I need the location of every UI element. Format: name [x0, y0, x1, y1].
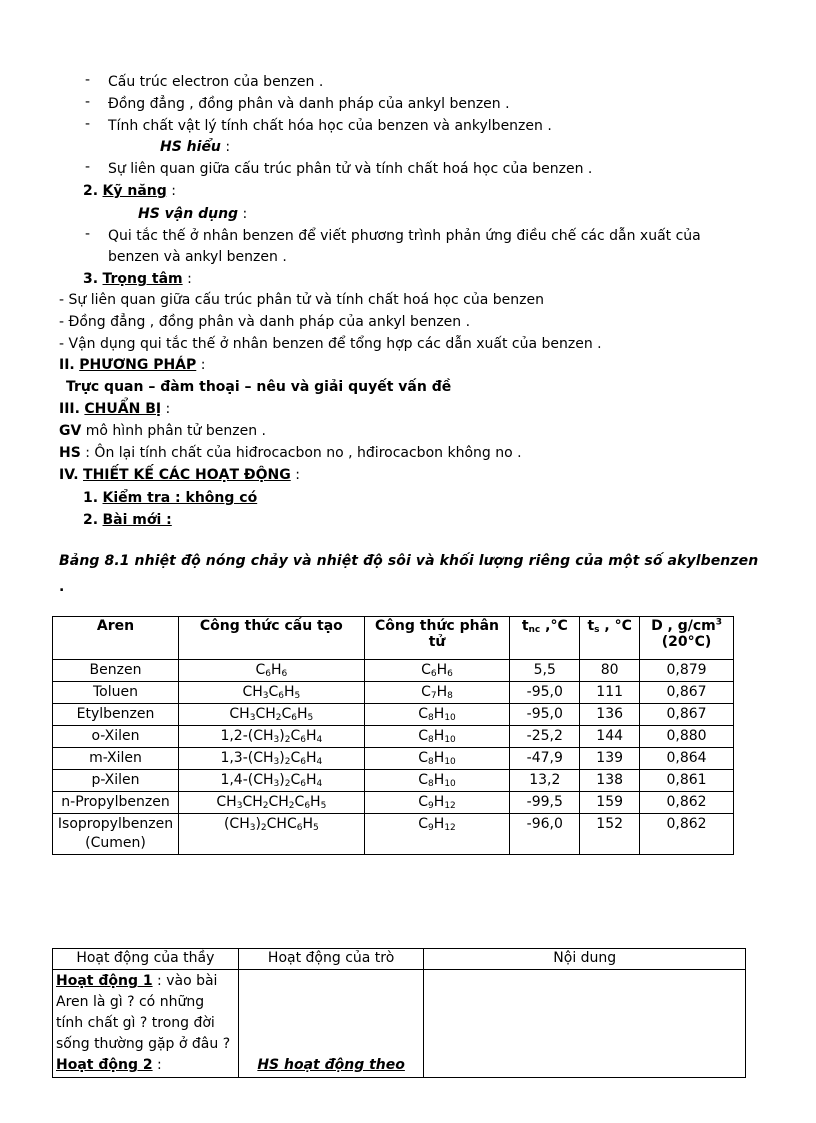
cell-structural-formula: $1,2-(CH_3)_2C_6H_4$: [178, 726, 364, 748]
col-header-aren: Aren: [53, 617, 179, 660]
cell-structural-formula: $1,4-(CH_3)_2C_6H_4$: [178, 770, 364, 792]
col-header-content: Nội dung: [424, 949, 746, 970]
cell-density: 0,862: [640, 792, 734, 814]
cell-boiling-point: 80: [580, 660, 640, 682]
section-2-heading: II. PHƯƠNG PHÁP :: [59, 357, 206, 373]
cell-structural-formula: $C_6H_6$: [178, 660, 364, 682]
cell-melting-point: -47,9: [510, 748, 580, 770]
table-row: [53, 814, 734, 855]
bullet-dash: -: [85, 226, 91, 242]
section-3-title: CHUẨN BỊ: [84, 401, 162, 417]
hd2-colon: :: [152, 1057, 162, 1073]
cell-boiling-point: 138: [580, 770, 640, 792]
hd2-label: Hoạt động 2: [56, 1057, 153, 1073]
table-row: [53, 682, 734, 704]
cell-density: 0,864: [640, 748, 734, 770]
cell-molecular-formula: $C_9H_{12}$: [364, 792, 510, 814]
bai-moi-text: Bài mới :: [102, 512, 172, 528]
van-dung-item-line1: Qui tắc thế ở nhân benzen để viết phương trình phản ứng điều chế các dẫn xuất của: [108, 228, 701, 244]
cell-aren: Benzen: [53, 660, 179, 682]
col-header-density: D , $g/cm^3$ (20°C): [640, 617, 734, 660]
cell-boiling-point: 111: [580, 682, 640, 704]
table-row: [53, 970, 746, 1078]
cell-aren: n-Propylbenzen: [53, 792, 179, 814]
col-header-boiling-point: $t_s$ , °C: [580, 617, 640, 660]
table-row: [53, 704, 734, 726]
kiem-tra-text: Kiểm tra : không có: [102, 490, 258, 506]
hs-text: : Ôn lại tính chất của hiđrocacbon no , hđirocacbon không no .: [80, 445, 522, 461]
cell-student-activity: [238, 970, 424, 1078]
cell-molecular-formula: $C_8H_{10}$: [364, 748, 510, 770]
cell-structural-formula: $CH_3C_6H_5$: [178, 682, 364, 704]
table-row: [53, 748, 734, 770]
table-row: [53, 770, 734, 792]
cell-density: 0,862: [640, 814, 734, 855]
cell-melting-point: -95,0: [510, 682, 580, 704]
cell-aren: Etylbenzen: [53, 704, 179, 726]
table-row: [53, 660, 734, 682]
cell-boiling-point: 144: [580, 726, 640, 748]
cell-density: 0,867: [640, 704, 734, 726]
trong-tam-item-3: - Vận dụng qui tắc thế ở nhân benzen để tổng hợp các dẫn xuất của benzen .: [59, 336, 602, 352]
section-2-title: PHƯƠNG PHÁP: [79, 357, 197, 373]
cell-aren: Toluen: [53, 682, 179, 704]
bullet-dash: -: [85, 94, 91, 110]
van-dung-item-line2: benzen và ankyl benzen .: [108, 249, 287, 265]
cell-structural-formula: $(CH_3)_2CHC_6H_5$: [178, 814, 364, 855]
section-2-num: II.: [59, 357, 75, 373]
trong-tam-item-1: - Sự liên quan giữa cấu trúc phân tử và tính chất hoá học của benzen: [59, 292, 544, 308]
cell-content: [424, 970, 746, 1078]
bullet-dash: -: [85, 72, 91, 88]
hd2-student-text: HS hoạt động theo: [257, 1057, 405, 1073]
cell-molecular-formula: $C_8H_{10}$: [364, 726, 510, 748]
cell-aren: p-Xilen: [53, 770, 179, 792]
cell-structural-formula: $CH_3CH_2CH_2C_6H_5$: [178, 792, 364, 814]
bullet-dash: -: [85, 159, 91, 175]
gv-label: GV: [59, 423, 82, 439]
col-header-molecular-formula: Công thức phân tử: [364, 617, 510, 660]
cell-melting-point: 13,2: [510, 770, 580, 792]
hd1-text: : vào bài: [152, 973, 218, 989]
cell-structural-formula: $CH_3CH_2C_6H_5$: [178, 704, 364, 726]
cell-density: 0,867: [640, 682, 734, 704]
table-caption-period: .: [59, 579, 65, 595]
cell-molecular-formula: $C_6H_6$: [364, 660, 510, 682]
hs-van-dung-heading: HS vận dụng :: [138, 206, 248, 222]
goal-item-2: Đồng đẳng , đồng phân và danh pháp của ankyl benzen .: [108, 96, 510, 112]
trong-tam-num: 3.: [83, 271, 99, 287]
cell-molecular-formula: $C_7H_8$: [364, 682, 510, 704]
gv-text: mô hình phân tử benzen .: [81, 423, 266, 439]
cell-aren: o-Xilen: [53, 726, 179, 748]
hd1-body: Aren là gì ? có những tính chất gì ? trong đời sống thường gặp ở đâu ?: [56, 994, 231, 1052]
hs-line: [59, 443, 522, 463]
bai-moi-line: [83, 510, 172, 530]
cell-boiling-point: 139: [580, 748, 640, 770]
table-header-row: [53, 617, 734, 660]
activities-table: [52, 948, 746, 1078]
hs-hieu-heading: HS hiểu :: [160, 139, 231, 155]
cell-molecular-formula: $C_8H_{10}$: [364, 770, 510, 792]
cell-teacher-activity: [53, 970, 239, 1078]
ky-nang-label: Kỹ năng: [102, 183, 167, 199]
col-header-melting-point: $t_{nc}$ ,°C: [510, 617, 580, 660]
cell-density: 0,880: [640, 726, 734, 748]
section-3-heading: III. CHUẨN BỊ :: [59, 401, 171, 417]
cell-density: 0,879: [640, 660, 734, 682]
section-4-heading: IV. THIẾT KẾ CÁC HOẠT ĐỘNG :: [59, 467, 300, 483]
cell-melting-point: -99,5: [510, 792, 580, 814]
kiem-tra-line: [83, 488, 257, 508]
col-header-teacher: Hoạt động của thầy: [53, 949, 239, 970]
goal-item-3: Tính chất vật lý tính chất hóa học của benzen và ankylbenzen .: [108, 118, 552, 134]
hd2-heading: [56, 1055, 235, 1076]
section-4-title: THIẾT KẾ CÁC HOẠT ĐỘNG: [83, 467, 291, 483]
cell-density: 0,861: [640, 770, 734, 792]
hs-hieu-label: HS hiểu: [160, 139, 221, 155]
cell-molecular-formula: $C_9H_{12}$: [364, 814, 510, 855]
col-header-student: Hoạt động của trò: [238, 949, 424, 970]
cell-melting-point: -25,2: [510, 726, 580, 748]
kiem-tra-num: 1.: [83, 490, 99, 506]
trong-tam-item-2: - Đồng đẳng , đồng phân và danh pháp của ankyl benzen .: [59, 314, 471, 330]
cell-melting-point: -96,0: [510, 814, 580, 855]
gv-line: [59, 421, 266, 441]
cell-melting-point: -95,0: [510, 704, 580, 726]
table-caption: Bảng 8.1 nhiệt độ nóng chảy và nhiệt độ sôi và khối lượng riêng của một số akylbenzen: [59, 553, 759, 569]
hd1-label: Hoạt động 1: [56, 973, 153, 989]
cell-melting-point: 5,5: [510, 660, 580, 682]
section-4-num: IV.: [59, 467, 79, 483]
table-row: [53, 726, 734, 748]
cell-boiling-point: 136: [580, 704, 640, 726]
goal-item-1: Cấu trúc electron của benzen .: [108, 74, 324, 90]
ky-nang-num: 2.: [83, 183, 99, 199]
cell-aren: Isopropylbenzen (Cumen): [53, 814, 179, 855]
hs-hieu-item: Sự liên quan giữa cấu trúc phân tử và tính chất hoá học của benzen .: [108, 161, 593, 177]
cell-boiling-point: 152: [580, 814, 640, 855]
ky-nang-heading: 2. Kỹ năng :: [83, 183, 176, 199]
hd1-heading: [56, 971, 235, 992]
table-row: [53, 792, 734, 814]
cell-boiling-point: 159: [580, 792, 640, 814]
bullet-dash: -: [85, 116, 91, 132]
cell-structural-formula: $1,3-(CH_3)_2C_6H_4$: [178, 748, 364, 770]
col-header-structural-formula: Công thức cấu tạo: [178, 617, 364, 660]
cell-molecular-formula: $C_8H_{10}$: [364, 704, 510, 726]
trong-tam-heading: 3. Trọng tâm :: [83, 271, 192, 287]
cell-aren: m-Xilen: [53, 748, 179, 770]
section-2-text: Trực quan – đàm thoại – nêu và giải quyết vấn đề: [66, 379, 452, 395]
section-3-num: III.: [59, 401, 80, 417]
hs-van-dung-label: HS vận dụng: [138, 206, 239, 222]
table-header-row: [53, 949, 746, 970]
bai-moi-num: 2.: [83, 512, 99, 528]
hs-label: HS: [59, 445, 81, 461]
trong-tam-label: Trọng tâm: [102, 271, 183, 287]
aren-properties-table: [52, 616, 734, 855]
